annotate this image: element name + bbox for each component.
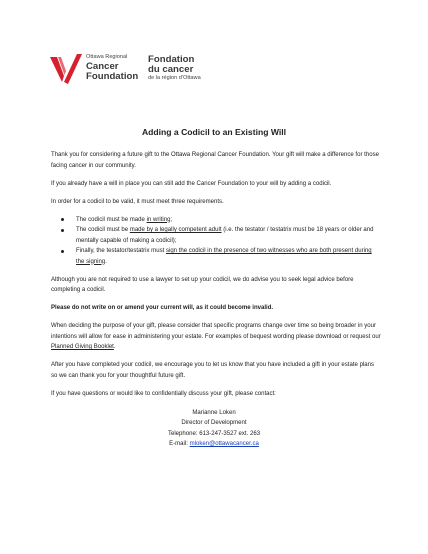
warning-paragraph: Please do not write on or amend your current will, as it could become invalid. [51, 305, 274, 311]
purpose-end: . [113, 344, 116, 350]
email-label: E-mail: [169, 440, 190, 447]
codicil-paragraph: If you already have a will in place you can still add the Cancer Foundation to your will by adding a codicil. [51, 180, 332, 187]
email-link[interactable]: mloken@ottawacancer.ca [189, 440, 259, 447]
requirement-underlined: sign the codicil in the presence of two witnesses who are both present during the signing [76, 248, 372, 265]
document-title: Adding a Codicil to an Existing Will [141, 127, 287, 137]
thank-you-paragraph: After you have completed your codicil, we encourage you to let us know that you have included a gift in your estate plans so we can thank you for your thoughtful future gift. [51, 362, 375, 379]
requirement-text: . [105, 258, 107, 265]
v-logo-icon [49, 52, 83, 86]
bullet-icon [61, 229, 64, 232]
list-item [51, 215, 381, 226]
requirements-intro: In order for a codicil to be valid, it must meet three requirements. [51, 198, 224, 205]
requirement-underlined: made by a legally competent adult [129, 227, 222, 233]
document-body [51, 150, 381, 407]
list-item [51, 225, 381, 246]
requirement-text: ; [170, 216, 173, 223]
contact-role: Director of Development [181, 420, 247, 427]
contact-email-line [0, 439, 428, 449]
foundation-logo [49, 52, 229, 88]
requirement-text: (i.e. the testator / testatrix must be 18 years or older and mentally capable of making a codicil); [76, 227, 374, 244]
bullet-icon [61, 250, 64, 253]
list-item [51, 246, 381, 267]
logo-en-line1: Ottawa Regional [86, 54, 128, 60]
logo-fr-line2: du cancer [148, 64, 194, 75]
requirements-list [51, 215, 381, 268]
contact-phone: Telephone: 613-247-3527 ext. 263 [167, 430, 261, 437]
requirement-text: Finally, the testator/testatrix must [76, 248, 166, 254]
intro-paragraph: Thank you for considering a future gift to the Ottawa Regional Cancer Foundation. Your gift will make a difference for those facing cancer in our community. [51, 152, 379, 169]
logo-fr-line1: Fondation [148, 54, 195, 65]
contact-block [0, 408, 428, 449]
logo-fr-line3: de la région d'Ottawa [148, 75, 201, 81]
requirement-underlined: in writing [146, 216, 171, 223]
requirement-text: The codicil must be made [76, 216, 147, 223]
purpose-paragraph [51, 321, 381, 353]
logo-french-text [148, 55, 201, 82]
logo-english-text [86, 55, 138, 82]
legal-advice-paragraph: Although you are not required to use a lawyer to set up your codicil, we do advise you to seek legal advice before completing a codicil. [51, 276, 354, 293]
logo-en-line2: Cancer [86, 60, 119, 72]
requirement-text: The codicil must be [76, 227, 130, 233]
purpose-text: When deciding the purpose of your gift, please consider that specific programs change over time so being broader in your intentions will allow for ease in administering your estate. For examples of bequest wording please download or request our [51, 323, 381, 340]
planned-giving-booklet-link[interactable]: Planned Giving Booklet [51, 344, 114, 350]
bullet-icon [61, 218, 64, 221]
logo-en-line3: Foundation [86, 70, 139, 82]
contact-name: Marianne Loken [192, 410, 236, 416]
contact-intro-paragraph: If you have questions or would like to confidentially discuss your gift, please contact: [51, 390, 276, 397]
